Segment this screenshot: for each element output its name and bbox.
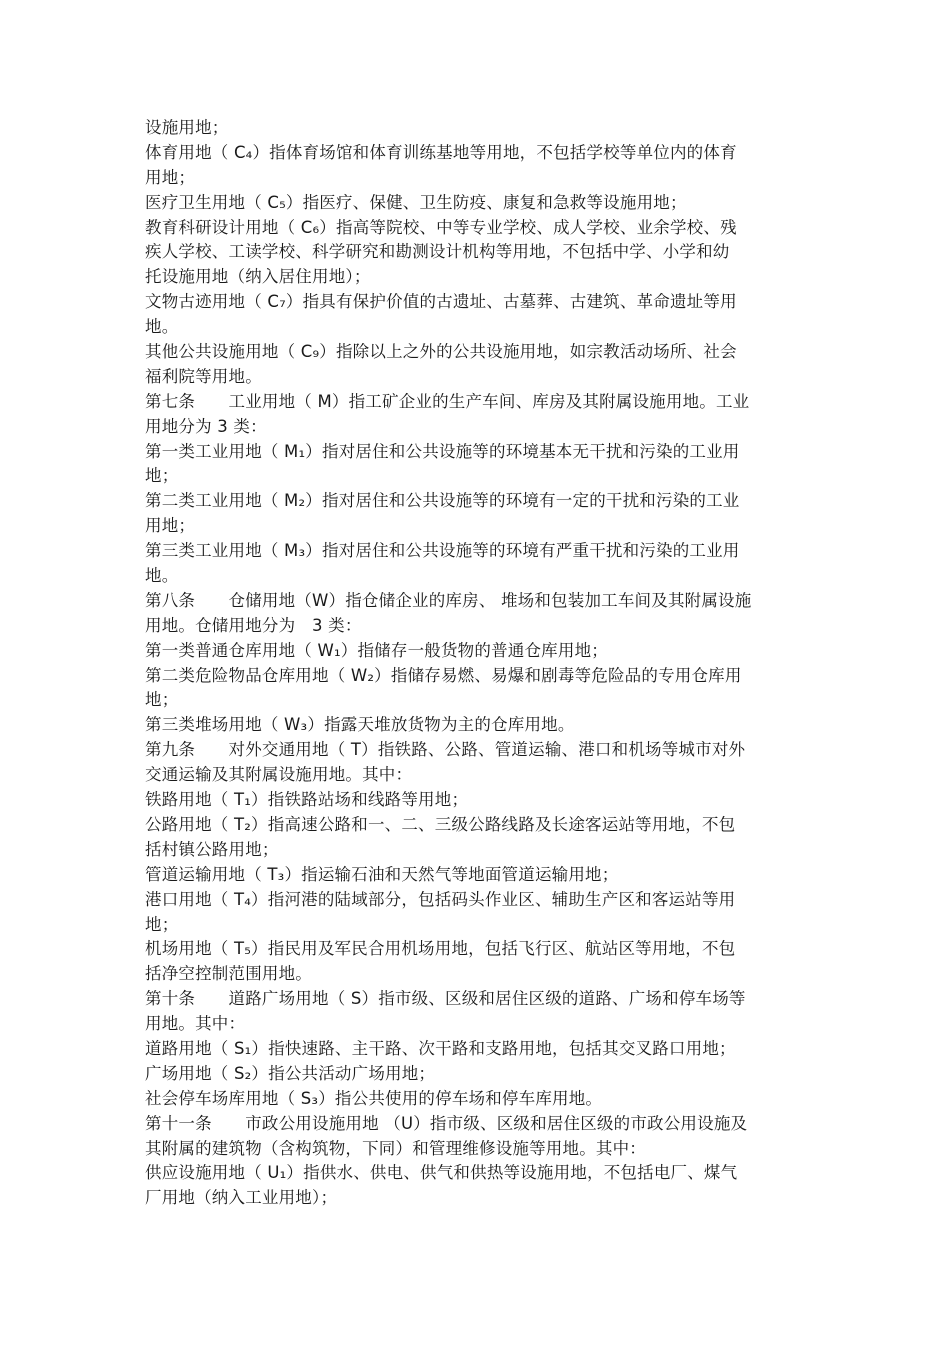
text-line: 医疗卫生用地（ C₅）指医疗、保健、卫生防疫、康复和急救等设施用地； <box>145 192 687 212</box>
text-line: 用地分为 3 类： <box>145 416 267 436</box>
text-line: 教育科研设计用地（ C₆）指高等院校、中等专业学校、成人学校、业余学校、残 <box>145 217 737 237</box>
text-line: 港口用地（ T₄）指河港的陆域部分，包括码头作业区、辅助生产区和客运站等用 <box>145 889 736 909</box>
text-line: 地； <box>145 690 179 710</box>
text-line: 供应设施用地（ U₁）指供水、供电、供气和供热等设施用地，不包括电厂、煤气 <box>145 1163 738 1183</box>
text-line: 福利院等用地。 <box>145 366 262 386</box>
text-line: 用地； <box>145 516 196 536</box>
text-line: 交通运输及其附属设施用地。其中： <box>145 765 413 785</box>
text-line: 管道运输用地（ T₃）指运输石油和天然气等地面管道运输用地； <box>145 864 619 884</box>
text-line: 括净空控制范围用地。 <box>145 964 312 984</box>
text-line: 第二类工业用地（ M₂）指对居住和公共设施等的环境有一定的干扰和污染的工业 <box>145 491 740 511</box>
text-line: 地。 <box>145 317 179 337</box>
text-line: 其他公共设施用地（ C₉）指除以上之外的公共设施用地，如宗教活动场所、社会 <box>145 342 737 362</box>
text-line: 体育用地（ C₄）指体育场馆和体育训练基地等用地，不包括学校等单位内的体育 <box>145 142 737 162</box>
article-heading-line: 第七条 工业用地（ M）指工矿企业的生产车间、库房及其附属设施用地。工业 <box>145 391 750 411</box>
text-line: 社会停车场库用地（ S₃）指公共使用的停车场和停车库用地。 <box>145 1088 603 1108</box>
article-heading-line: 第十一条 市政公用设施用地 （U）指市级、区级和居住区级的市政公用设施及 <box>145 1113 748 1133</box>
text-line: 其附属的建筑物（含构筑物，下同）和管理维修设施等用地。其中： <box>145 1138 646 1158</box>
text-line: 第一类工业用地（ M₁）指对居住和公共设施等的环境基本无干扰和污染的工业用 <box>145 441 740 461</box>
text-line: 疾人学校、工读学校、科学研究和勘测设计机构等用地，不包括中学、小学和幼 <box>145 242 730 262</box>
text-line: 托设施用地（纳入居住用地）； <box>145 267 371 287</box>
text-line: 地。 <box>145 566 179 586</box>
text-line: 文物古迹用地（ C₇）指具有保护价值的古遗址、古墓葬、古建筑、革命遗址等用 <box>145 292 737 312</box>
text-line: 用地； <box>145 167 196 187</box>
text-line: 第一类普通仓库用地（ W₁）指储存一般货物的普通仓库用地； <box>145 640 608 660</box>
text-line: 广场用地（ S₂）指公共活动广场用地； <box>145 1063 436 1083</box>
text-line: 机场用地（ T₅）指民用及军民合用机场用地，包括飞行区、航站区等用地，不包 <box>145 939 736 959</box>
text-line: 第三类堆场用地（ W₃）指露天堆放货物为主的仓库用地。 <box>145 715 575 735</box>
text-line: 用地。仓储用地分为 3 类： <box>145 615 362 635</box>
text-line: 铁路用地（ T₁）指铁路站场和线路等用地； <box>145 790 469 810</box>
text-line: 地； <box>145 914 179 934</box>
text-line: 第三类工业用地（ M₃）指对居住和公共设施等的环境有严重干扰和污染的工业用 <box>145 541 740 561</box>
article-heading-line: 第九条 对外交通用地（ T）指铁路、公路、管道运输、港口和机场等城市对外 <box>145 740 746 760</box>
text-line: 用地。其中： <box>145 1014 246 1034</box>
document-body <box>145 116 795 1211</box>
text-line: 第二类危险物品仓库用地（ W₂）指储存易燃、易爆和剧毒等危险品的专用仓库用 <box>145 665 742 685</box>
text-line: 地； <box>145 466 179 486</box>
text-line: 括村镇公路用地； <box>145 839 279 859</box>
text-line: 公路用地（ T₂）指高速公路和一、二、三级公路线路及长途客运站等用地，不包 <box>145 814 736 834</box>
article-heading-line: 第八条 仓储用地（W）指仓储企业的库房、 堆场和包装加工车间及其附属设施 <box>145 590 752 610</box>
text-line: 道路用地（ S₁）指快速路、主干路、次干路和支路用地，包括其交叉路口用地； <box>145 1038 736 1058</box>
text-line: 厂用地（纳入工业用地）； <box>145 1188 338 1208</box>
article-heading-line: 第十条 道路广场用地（ S）指市级、区级和居住区级的道路、广场和停车场等 <box>145 989 746 1009</box>
text-line: 设施用地； <box>145 118 229 137</box>
